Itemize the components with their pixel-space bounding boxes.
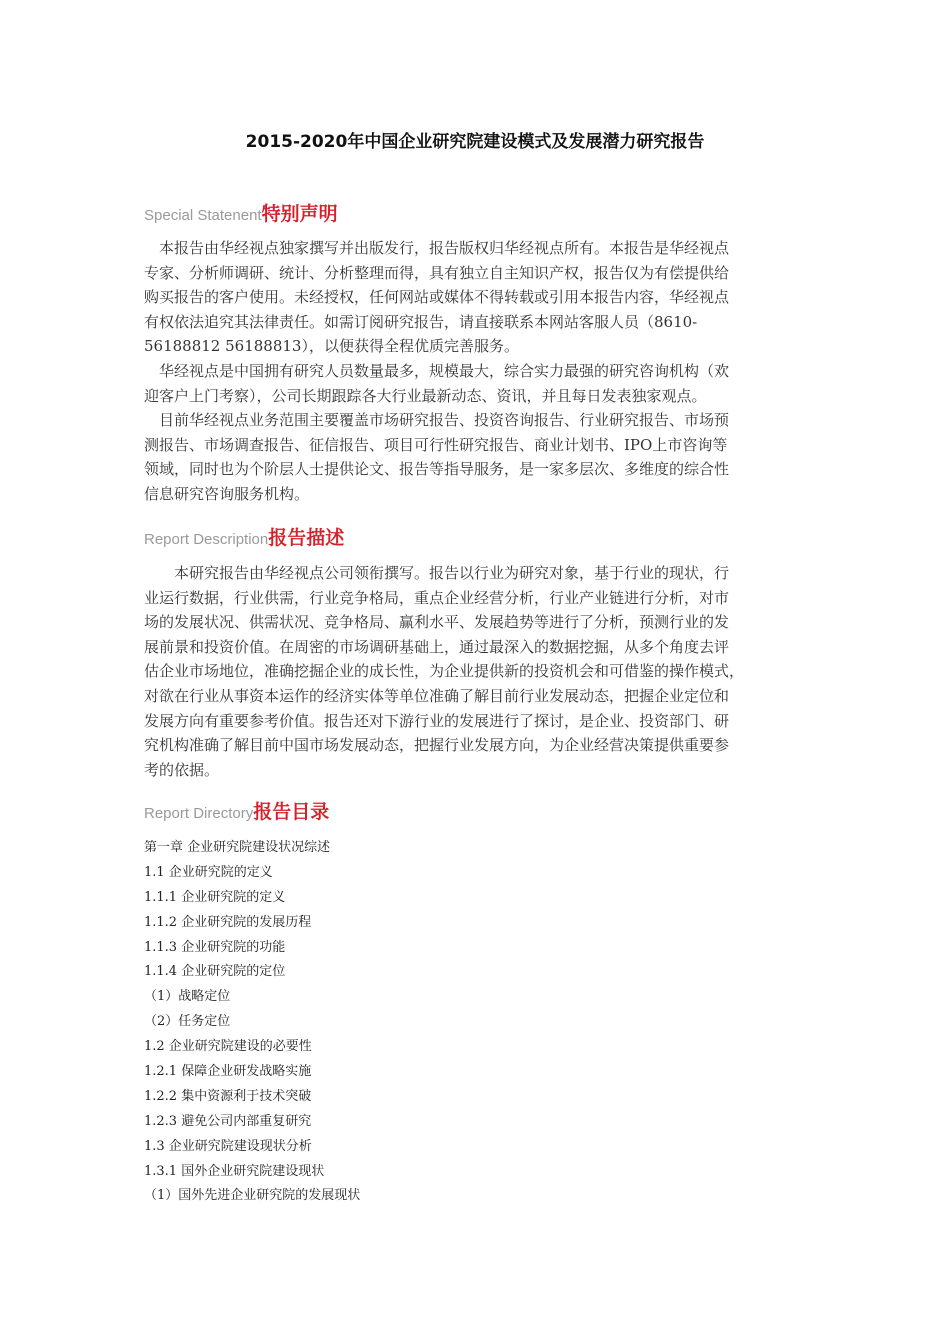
statement-line: 华经视点是中国拥有研究人员数量最多，规模最大，综合实力最强的研究咨询机构（欢 <box>144 361 730 380</box>
directory-heading-en: Report Directory <box>144 805 254 822</box>
description-line: 估企业市场地位，准确挖掘企业的成长性，为企业提供新的投资机会和可借鉴的操作模式， <box>144 662 745 681</box>
toc-item: 1.1 企业研究院的定义 <box>144 864 273 880</box>
statement-line: 迎客户上门考察），公司长期跟踪各大行业最新动态、资讯，并且每日发表独家观点。 <box>144 386 707 405</box>
statement-line: 本报告由华经视点独家撰写并出版发行，报告版权归华经视点所有。本报告是华经视点 <box>144 239 730 257</box>
toc-item: 1.1.1 企业研究院的定义 <box>144 889 286 905</box>
statement-heading-zh: 特别声明 <box>261 203 338 225</box>
toc-item: 1.1.2 企业研究院的发展历程 <box>144 914 312 930</box>
statement-line: 56188812 56188813），以便获得全程优质完善服务。 <box>144 337 519 356</box>
statement-line: 测报告、市场调查报告、征信报告、项目可行性研究报告、商业计划书、IPO上市咨询等 <box>144 435 728 454</box>
description-heading-zh: 报告描述 <box>268 527 345 549</box>
description-heading-en: Report Description <box>144 531 269 548</box>
toc-item: 1.2 企业研究院建设的必要性 <box>144 1039 312 1055</box>
statement-line: 领域，同时也为个阶层人士提供论文、报告等指导服务，是一家多层次、多维度的综合性 <box>144 460 730 479</box>
description-heading <box>144 523 344 550</box>
description-line: 本研究报告由华经视点公司领衔撰写。报告以行业为研究对象，基于行业的现状，行 <box>144 564 730 582</box>
description-line: 业运行数据，行业供需，行业竞争格局，重点企业经营分析，行业产业链进行分析，对市 <box>144 588 730 607</box>
directory-heading <box>144 797 329 824</box>
toc-item: 1.2.2 集中资源利于技术突破 <box>144 1088 312 1104</box>
statement-line: 目前华经视点业务范围主要覆盖市场研究报告、投资咨询报告、行业研究报告、市场预 <box>144 411 730 430</box>
toc-item: （2）任务定位 <box>144 1014 231 1030</box>
statement-line: 有权依法追究其法律责任。如需订阅研究报告，请直接联系本网站客服人员（8610- <box>144 312 698 331</box>
toc-item: 第一章 企业研究院建设状况综述 <box>144 840 331 855</box>
table-of-contents <box>144 836 806 1209</box>
toc-item: 1.2.3 避免公司内部重复研究 <box>144 1113 312 1129</box>
description-line: 对欲在行业从事资本运作的经济实体等单位准确了解目前行业发展动态，把握企业定位和 <box>144 686 730 705</box>
description-line: 场的发展状况、供需状况、竞争格局、赢利水平、发展趋势等进行了分析，预测行业的发 <box>144 613 730 632</box>
toc-item: （1）国外先进企业研究院的发展现状 <box>144 1188 361 1204</box>
statement-line: 购买报告的客户使用。未经授权，任何网站或媒体不得转载或引用本报告内容，华经视点 <box>144 288 730 307</box>
description-body <box>144 561 806 782</box>
description-line: 展前景和投资价值。在周密的市场调研基础上，通过最深入的数据挖掘，从多个角度去评 <box>144 637 730 656</box>
toc-item: 1.3 企业研究院建设现状分析 <box>144 1138 312 1154</box>
statement-heading <box>144 199 338 226</box>
statement-heading-en: Special Statenent <box>144 207 262 224</box>
toc-item: 1.1.3 企业研究院的功能 <box>144 939 286 955</box>
description-line: 究机构准确了解目前中国市场发展动态，把握行业发展方向，为企业经营决策提供重要参 <box>144 736 730 755</box>
statement-line: 专家、分析师调研、统计、分析整理而得，具有独立自主知识产权，报告仅为有偿提供给 <box>144 263 730 282</box>
document-title: 2015-2020年中国企业研究院建设模式及发展潜力研究报告 <box>245 132 705 152</box>
toc-item: 1.2.1 保障企业研发战略实施 <box>144 1064 312 1080</box>
statement-body <box>144 236 806 507</box>
statement-line: 信息研究咨询服务机构。 <box>144 484 310 503</box>
directory-heading-zh: 报告目录 <box>253 801 330 823</box>
description-line: 发展方向有重要参考价值。报告还对下游行业的发展进行了探讨，是企业、投资部门、研 <box>144 711 730 730</box>
toc-item: （1）战略定位 <box>144 989 231 1005</box>
toc-item: 1.3.1 国外企业研究院建设现状 <box>144 1163 325 1179</box>
toc-item: 1.1.4 企业研究院的定位 <box>144 964 286 980</box>
description-line: 考的依据。 <box>144 760 220 779</box>
